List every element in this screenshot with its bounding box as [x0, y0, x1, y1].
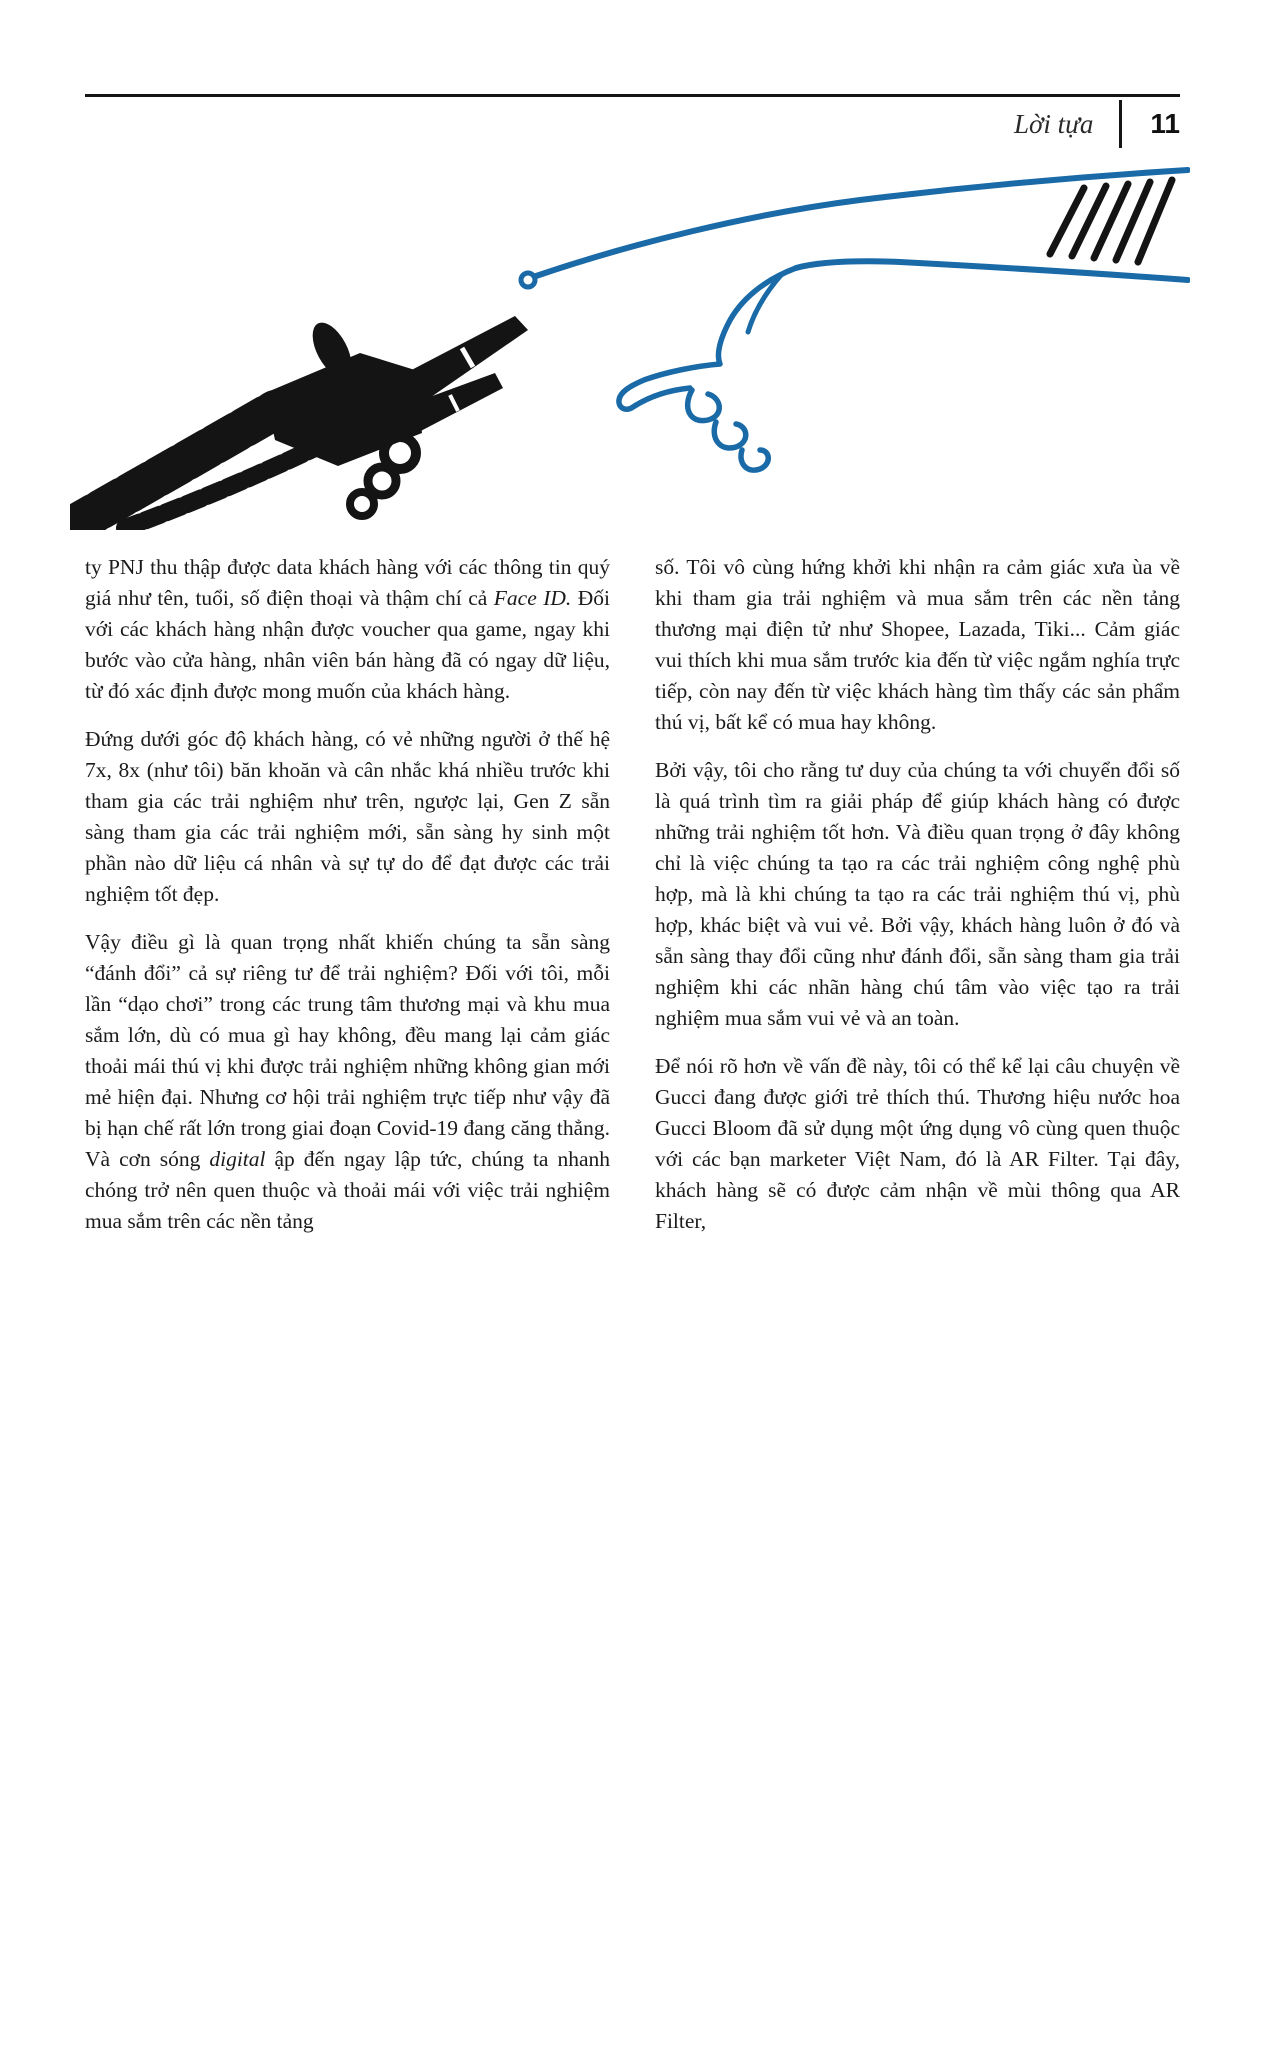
paragraph: Để nói rõ hơn về vấn đề này, tôi có thể kể lại câu chuyện về Gucci đang được giới trẻ thích thú. Thương hiệu nước hoa Gucci Bloom đã sử dụng một ứng dụng vô cùng quen thuộc với các bạn marketer Việt Nam, đó là AR Filter. Tại đây, khách hàng sẽ có được cảm nhận về mùi thông qua AR Filter,: [655, 1054, 1180, 1233]
body-text: [85, 552, 1180, 1237]
sleeve-hatching: [1050, 180, 1172, 262]
paragraph: Bởi vậy, tôi cho rằng tư duy của chúng ta với chuyển đổi số là quá trình tìm ra giải pháp để giúp khách hàng có được những trải nghiệm tốt hơn. Và điều quan trọng ở đây không chỉ là việc chúng ta tạo ra các trải nghiệm công nghệ phù hợp, mà là khi chúng ta tạo ra các trải nghiệm thú vị, phù hợp, khác biệt và vui vẻ. Bởi vậy, khách hàng luôn ở đó và sẵn sàng thay đổi cũng như đánh đổi, sẵn sàng tham gia trải nghiệm khi các nhãn hàng chú tâm vào việc tạo ra trải nghiệm mua sắm vui vẻ và an toàn.: [655, 758, 1180, 1030]
paragraph: Đứng dưới góc độ khách hàng, có vẻ những người ở thế hệ 7x, 8x (như tôi) băn khoăn và cân nhắc khá nhiều trước khi tham gia các trải nghiệm như trên, ngược lại, Gen Z sẵn sàng tham gia các trải nghiệm mới, sẵn sàng hy sinh một phần nào dữ liệu cá nhân và sự tự do để đạt được các trải nghiệm tốt đẹp.: [85, 727, 610, 906]
left-column: [85, 552, 610, 1237]
page-number: 11: [1150, 108, 1180, 139]
paragraph: số. Tôi vô cùng hứng khởi khi nhận ra cảm giác xưa ùa về khi tham gia trải nghiệm và mua sắm trên các nền tảng thương mại điện tử như Shopee, Lazada, Tiki... Cảm giác vui thích khi mua sắm trước kia đến từ việc ngắm nghía trực tiếp, còn nay đến từ việc khách hàng tìm thấy các sản phẩm thú vị, bất kể có mua hay không.: [655, 555, 1180, 734]
human-hand-icon: [521, 170, 1188, 470]
chapter-title: Lời tựa: [1013, 108, 1094, 139]
right-column: [655, 552, 1180, 1237]
page-header: [1014, 100, 1180, 148]
paragraph: ty PNJ thu thập được data khách hàng với các thông tin quý giá như tên, tuổi, số điện thoại và thậm chí cả Face ID. Đối với các khách hàng nhận được voucher qua game, ngay khi bước vào cửa hàng, nhân viên bán hàng đã có ngay dữ liệu, từ đó xác định được mong muốn của khách hàng.: [85, 555, 610, 703]
hands-illustration: [70, 148, 1190, 530]
header-rule: [85, 94, 1180, 97]
robot-hand-icon: [72, 316, 528, 528]
paragraph: Vậy điều gì là quan trọng nhất khiến chúng ta sẵn sàng “đánh đổi” cả sự riêng tư để trải nghiệm? Đối với tôi, mỗi lần “dạo chơi” trong các trung tâm thương mại và khu mua sắm lớn, dù có mua gì hay không, đều mang lại cảm giác thoải mái thú vị khi được trải nghiệm những không gian mới mẻ hiện đại. Nhưng cơ hội trải nghiệm trực tiếp như vậy đã bị hạn chế rất lớn trong giai đoạn Covid-19 đang căng thẳng. Và cơn sóng digital ập đến ngay lập tức, chúng ta nhanh chóng trở nên quen thuộc và thoải mái với việc trải nghiệm mua sắm trên các nền tảng: [85, 930, 610, 1233]
